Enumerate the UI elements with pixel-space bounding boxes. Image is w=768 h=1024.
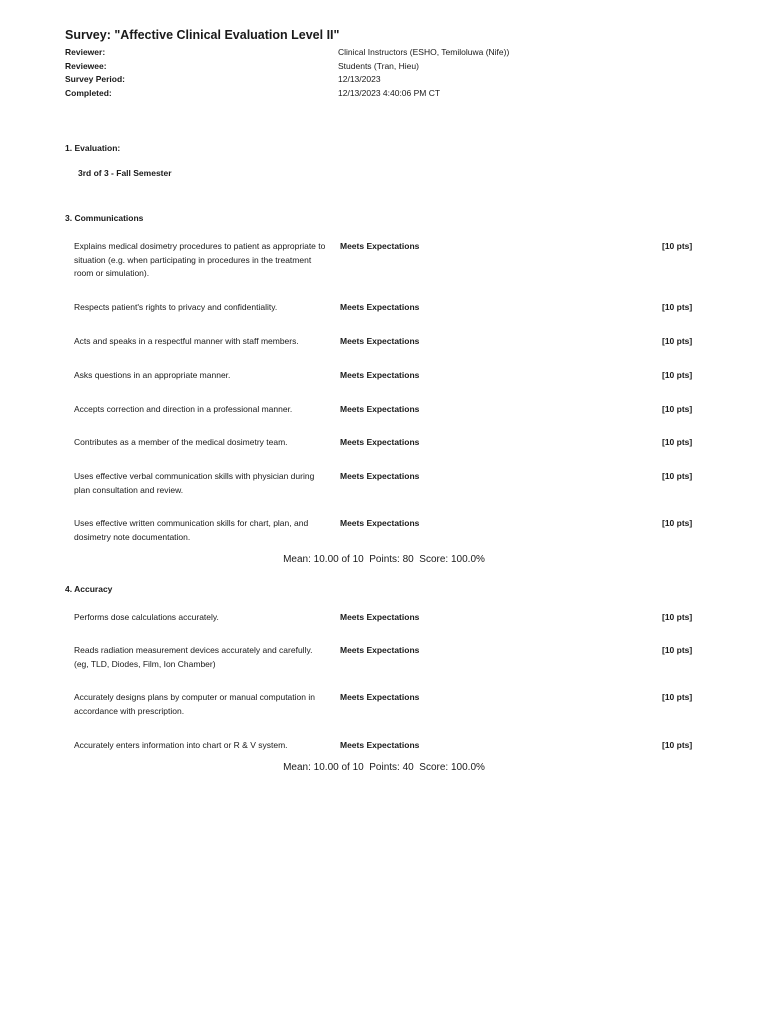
question-rating: Meets Expectations [340, 241, 420, 251]
communications-summary: Mean: 10.00 of 10 Points: 80 Score: 100.0% [283, 554, 485, 565]
question-rating: Meets Expectations [340, 518, 420, 528]
completed-value: 12/13/2023 4:40:06 PM CT [338, 88, 441, 98]
question-text: Uses effective written communication skills for chart, plan, and dosimetry note documentation. [74, 518, 309, 542]
question-points: [10 pts] [662, 692, 693, 702]
question-points: [10 pts] [662, 302, 693, 312]
question-text: Accepts correction and direction in a professional manner. [74, 404, 293, 414]
question-rating: Meets Expectations [340, 370, 420, 380]
completed-label: Completed: [65, 88, 112, 98]
question-points: [10 pts] [662, 437, 693, 447]
question-text: Reads radiation measurement devices accurately and carefully. (eg, TLD, Diodes, Film, Ion Chamber) [74, 645, 313, 669]
survey-title: Survey: "Affective Clinical Evaluation Level II" [65, 28, 340, 42]
question-rating: Meets Expectations [340, 302, 420, 312]
question-points: [10 pts] [662, 645, 693, 655]
question-text: Contributes as a member of the medical dosimetry team. [74, 437, 288, 447]
accuracy-summary: Mean: 10.00 of 10 Points: 40 Score: 100.0% [283, 762, 485, 773]
question-text: Acts and speaks in a respectful manner with staff members. [74, 336, 299, 346]
question-rating: Meets Expectations [340, 740, 420, 750]
survey-period-label: Survey Period: [65, 74, 125, 84]
reviewer-label: Reviewer: [65, 47, 106, 57]
question-points: [10 pts] [662, 740, 693, 750]
survey-period-value: 12/13/2023 [338, 74, 381, 84]
question-points: [10 pts] [662, 471, 693, 481]
evaluation-answer: 3rd of 3 - Fall Semester [78, 168, 172, 178]
question-points: [10 pts] [662, 370, 693, 380]
question-rating: Meets Expectations [340, 692, 420, 702]
reviewee-label: Reviewee: [65, 61, 107, 71]
question-rating: Meets Expectations [340, 612, 420, 622]
reviewee-value: Students (Tran, Hieu) [338, 61, 419, 71]
question-points: [10 pts] [662, 612, 693, 622]
reviewer-value: Clinical Instructors (ESHO, Temiloluwa (Nife)) [338, 47, 510, 57]
question-points: [10 pts] [662, 336, 693, 346]
accuracy-heading: 4. Accuracy [65, 584, 113, 594]
question-text: Uses effective verbal communication skills with physician during plan consultation and review. [74, 471, 315, 495]
question-text: Accurately enters information into chart or R & V system. [74, 740, 288, 750]
evaluation-heading: 1. Evaluation: [65, 143, 121, 153]
question-rating: Meets Expectations [340, 471, 420, 481]
question-rating: Meets Expectations [340, 336, 420, 346]
question-rating: Meets Expectations [340, 404, 420, 414]
question-rating: Meets Expectations [340, 645, 420, 655]
question-text: Accurately designs plans by computer or manual computation in accordance with prescription. [74, 692, 315, 716]
question-text: Asks questions in an appropriate manner. [74, 370, 231, 380]
question-rating: Meets Expectations [340, 437, 420, 447]
question-points: [10 pts] [662, 241, 693, 251]
question-text: Explains medical dosimetry procedures to patient as appropriate to situation (e.g. when participating in procedures in the treatment room or simulation). [74, 241, 326, 278]
question-points: [10 pts] [662, 518, 693, 528]
question-text: Respects patient's rights to privacy and confidentiality. [74, 302, 278, 312]
question-text: Performs dose calculations accurately. [74, 612, 219, 622]
question-points: [10 pts] [662, 404, 693, 414]
communications-heading: 3. Communications [65, 213, 144, 223]
